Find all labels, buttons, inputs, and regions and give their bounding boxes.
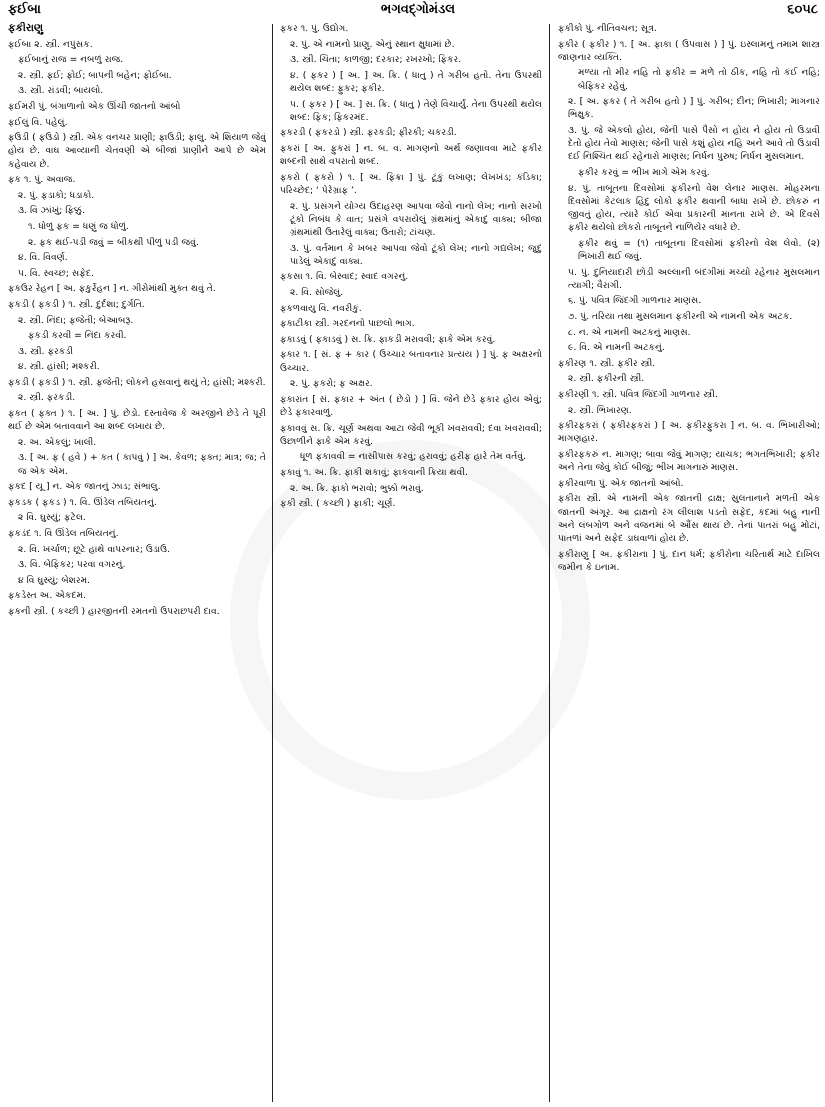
dictionary-entry: ફકીરાણુ [ અ. ફકીરાના ] પું. દાન ધર્મ; ફકીરોના ચરિતાર્થ માટે દાખિલ જમીન કે ઇનામ. [558,548,820,573]
dictionary-sense: ૨. સ્ત્રી. ફકીરની સ્ત્રી. [568,373,645,385]
dictionary-sense: ૨. અ. ક્રિ. ફાકો ભરાવો; ભુક્કો ભરાવું. [290,482,424,494]
dictionary-entry: ફકડેસ્ત અ. એકદમ. [8,590,86,602]
dictionary-entry: ફકીરવાળા પું. એક જાતનો આંબો. [558,477,684,489]
dictionary-sense: ૨. ફક થઈ-પડી જવું = બીકથી પીળું પડી જવું. [28,236,199,248]
dictionary-entry: ફકડક ( ફકડ ) ૧. વિ. ઊંડેલ તબિયતનું. [8,496,157,508]
dictionary-sense: ૨. સ્ત્રી. ભિખારણ. [568,404,632,416]
dictionary-entry: ફકારાંત [ સં. ફકાર + અંત ( છેડો ) ] વિ. જેને છેડે ફકાર હોય એવું; છેડે ફકારવાળું. [280,393,542,418]
dictionary-sense: ૩. વિ. બેફિકર; પરવા વગરનું. [18,559,126,571]
dictionary-sense: ૩. સ્ત્રી. રાંડવી; બાયલો. [18,85,104,97]
dictionary-entry: ફકીરફકરું ન. માગણ; બાવા જેવું માગણ; યાચક; ભગતભિખારી; ફકીર અને તેના જેવું કોઈ બીજું; ભીખ માગનારું માણસ. [558,448,820,474]
dictionary-entry: ફકર ૧. પું. ઉદ્યોગ. [280,23,349,34]
dictionary-entry: ફકઉર રેહન [ અ. ફકુર્રેહન ] ન. ગીરોમાંથી મુક્ત થવું તે. [8,283,216,295]
dictionary-sense: ૮. ન. એ નામની અટકનું માણસ. [568,326,691,338]
dictionary-sense: ૨. સ્ત્રી. ફરકડી. [18,392,76,404]
dictionary-columns [8,22,820,1104]
dictionary-entry: ફકીરફકરાં ( ફકીરફકરાં ) [ અ. ફકીરફુકરા ] ન. બ. વ. ભિખારીઓ; માગણહાર. [558,420,820,445]
dictionary-entry: ફકસા ૧. વિ. બેસ્વાદ; સ્વાદ વગરનું. [280,271,409,283]
dictionary-sense: ૩. વિ ઝાંખું; ફિક્કું. [18,205,85,217]
dictionary-entry: ફકીર ( ફકીર ) ૧. [ અ. ફાકા ( ઉપવાસ ) ] પું. ઇસ્લામનું તમામ શાસ્ત્ર જાણનાર વ્યક્તિ. [558,38,820,63]
dictionary-sense: ૯. વિ. એ નામની અટકનું. [568,342,665,354]
dictionary-entry: ફક ૧. પું. અવાજ. [8,174,76,186]
dictionary-sense: ૨ વિ. ઘુસ્યું; ફટેલ. [18,512,86,524]
dictionary-sense: ૫. પું. દુનિયાદારી છોડી અલ્લાની બંદગીમાં મચ્યો રહેનાર મુસલમાન ત્યાગી; વૈરાગી. [568,266,820,291]
dictionary-sense: ૩. પું. વર્તમાન કે ખબર આપવા જેવો ટૂંકો લેખ; નાનો ગદ્યલેખ; જુદું પાડેલું એકાદું વાક્ય. [290,242,542,267]
dictionary-entry: ફકડી ( ફકડી ) ૧. સ્ત્રી. દુર્દશા; દુર્ગતિ. [8,298,145,310]
dictionary-entry: ફઈબા ૨. સ્ત્રી. નપુંસક. [8,38,93,50]
dictionary-entry: ફકાડવું ( ફકાડવું ) સ. ક્રિ. ફાકડી મરાવવી; ફાકે એમ કરવું. [280,333,496,345]
dictionary-sense: ૨. પું. પ્રસંગને યોગ્ય ઉદાહરણ આપવા જેવો નાનો લેખ; નાનો સરખો ટૂંકો નિબંધ કે વાત; પ્રસંગે વપરાયેલું ગ્રંથમાંનું એકાદું વાક્ય; બીજા ગ્રંથમાંથી ઉતારેલું વાક્ય; ઉતારો; ટાંચણ. [290,200,542,238]
dictionary-entry: ફકાવવું સ. ક્રિ. ચૂર્ણ અથવા આટા જેવી ભૂકી ખવરાવવી; દવા ખવરાવવી; ઉછાળીને ફાકે એમ કરવું. [280,422,542,447]
dictionary-sense: ૨. વિ. સોજેલું. [290,286,344,298]
dictionary-sense: ૭. પું. તરિયા તથા મુસલમાન ફકીરની એ નામની એક અટક. [568,310,793,322]
dictionary-sense: મળ્યા તો મીર નહિ તો ફકીર = મળે તો ઠીક, નહિ તો કંઈ નહિ; બેફિકર રહેવું. [578,67,820,92]
dictionary-sense: ફકીર કરવું = ભીખ માગે એમ કરવું. [578,166,710,178]
header-page-number: ૬૦૫૮ [787,2,818,17]
dictionary-sense: ૪. પું. તાબૂતના દિવસોમાં ફકીરનો વેશ લેનાર માણસ. મોહરમના દિવસોમાં કેટલાક હિંદુ લોકો ફકીર થવાની બાધા રાખે છે. છોકરું ન જીવતું હોય, ત્યારે કોઈ એવા પ્રકારની માનતા રાખે છે. એ દિવસે ફકીર થયેલો છોકરો તાબૂતને નાળિયેર વધારે છે. [568,182,820,234]
dictionary-entry: ફકરાં [ અ. ફુકરાં ] ન. બ. વ. માગણનો અર્થ જણાવવા માટે ફકીર શબ્દની સાથે વપરાતો શબ્દ. [280,142,542,168]
dictionary-sense: ૬. પું. પવિત્ર જિંદગી ગાળનાર માણસ. [568,295,702,307]
dictionary-sense: ૩. [ અ. ફ ( હવે ) + કત ( કાપવું ) ] અ. કેવળ; ફક્ત; માત્ર; જ; તે જ એક એમ. [18,452,266,477]
page-header [8,2,818,22]
dictionary-entry: ફકની સ્ત્રી. ( કચ્છી ) હારજીતની રમતનો ઉપરાછપરી દાવ. [8,606,220,617]
dictionary-entry: ફઉડી ( ફઉડો ) સ્ત્રી. એક વનચર પ્રાણી; ફાઉડી; ફાલુ. એ શિયાળ જેવું હોય છે. વાઘ આવ્યાની ચેતવણી એ બીજાં પ્રાણીને આપે છે એમ કહેવાય છે. [8,132,266,170]
dictionary-entry: ફકદ [ યૂ ] ન. એક જાતનું ઝાડ; સંભાલુ. [8,481,161,493]
column-1 [8,22,266,1104]
dictionary-sense: ૨. [ અ. ફકર ( તે ગરીબ હતો ) ] પું. ગરીબ; દીન; ભિખારી; માગનાર ભિક્ષુક. [568,96,820,121]
dictionary-sense: ૧. ધોળું ફક = ધણું જ ધોળું. [28,220,129,232]
dictionary-sense: ધૂળ ફકાવવી = નાસીપાસ કરવું; હરાવવું; હરીફ હારે તેમ વર્તવું. [300,451,527,463]
dictionary-sense: ૪. ( ફકર ) [ અ. ] અ. ક્રિ. ( ધાતુ ) તે ગરીબ હતો. તેના ઉપરથી થયેલ શબ્દ: ફુકર; ફકીર. [290,69,542,94]
dictionary-sense: ૪ વિ ઘુસ્યું; બેશરમ. [18,574,91,586]
dictionary-sense: ફકડી કરવી = નિંદા કરવી. [28,330,127,342]
dictionary-entry: ફકીરણ ૧. સ્ત્રી. ફકીર સ્ત્રી. [558,357,656,369]
dictionary-entry: ફકડી ( ફકડી ) ૧. સ્ત્રી. ફજેતી; લોકને હસવાનું થયું તે; હાંસી; મશ્કરી. [8,376,266,388]
dictionary-sense: ૩. સ્ત્રી. ફરકડી [18,345,73,357]
dictionary-sense: ૪. સ્ત્રી. હાંસી; મશ્કરી. [18,361,100,373]
dictionary-sense: ૩. પું. જે એકલો હોય, જેની પાસે પૈસો ન હોય ને હોય તો ઉડાવી દેતો હોય તેવો માણસ; જેની પાસે કશું હોય નહિ અને આવે તો ઉડાવી દઈ નિશ્ચિંત થઈ રહેનારો માણસ; નિર્ધન પુરુષ; નિર્ધન મુસલમાન. [568,124,820,163]
dictionary-sense: ૨. પું. ફડાકો; ધડાકો. [18,189,95,201]
dictionary-sense: ૨. પું. ફકરો; ફ અક્ષર. [290,378,373,390]
dictionary-entry: ફકળવાયુ વિ. નવરીકું. [280,302,362,314]
header-left-subword: ફકીરાણુ [8,22,44,34]
dictionary-sense: ૪. વિ. વિવર્ણ. [18,252,68,264]
dictionary-entry: ફઈમરી પું. બંગાળાનો એક ઊંચી જાતનો આંબો [8,100,181,112]
column-divider [272,24,273,1102]
header-book-title: ભગવદ્ગોમંડલ [380,2,456,17]
dictionary-entry: ફકી સ્ત્રી. ( કચ્છી ) ફાકી; ચૂર્ણ. [280,498,396,510]
dictionary-sense: ૫. વિ. સ્વચ્છ; સફેદ. [18,267,94,279]
dictionary-sense: ૨. સ્ત્રી. નિંદા; ફજેતી; બેઆબરૂ. [18,314,134,326]
dictionary-entry: ફકત ( ફક્ત ) ૧. [ અ. ] પું. છેડો. દસ્તાવેજ કે અરજીને છેડે તે પૂરી થઈ છે એમ બતાવવાને આ શબ્દ લખાય છે. [8,408,266,433]
dictionary-entry: ફકીકો પું. નીતિવચન; સૂત્ર. [558,23,657,34]
dictionary-entry: ફકીરા સ્ત્રી. એ નામની એક જાતની દ્રાક્ષ; સુલતાનાને મળતી એક જાતની અંગૂર. આ દ્રાક્ષનો રંગ લીલાશ પડતો સફેદ, કદમાં બહુ નાની અને લંબગોળ અને વજનમાં બે ઔંસ થાય છે. તેનાં પાતરાં બહુ મોટાં, પાતળાં અને સફેદ ડાઘવાળાં હોય છે. [558,493,820,544]
dictionary-entry: ફકાટીકા સ્ત્રી. ગરદનનો પાછલો ભાગ. [280,318,415,330]
dictionary-sense: ૨. સ્ત્રી. ફઈ; ફોઈ; બાપની બહેન; ફોઈબા. [18,69,172,81]
dictionary-sense: ફઈબાનું રાજ = નબળું રાજ. [18,54,124,66]
dictionary-sense: ૫. ( ફકર ) [ અ. ] સ. ક્રિ. ( ધાતુ ) તેણે વિચાર્યું. તેના ઉપરથી થયેલ શબ્દ: ફિક; ફિકરમંદ. [290,98,542,123]
dictionary-entry: ફકીરણી ૧. સ્ત્રી. પવિત્ર જિંદગી ગાળનાર સ્ત્રી. [558,388,718,400]
dictionary-sense: ૩. સ્ત્રી. ચિંતા; કાળજી; દરકાર; રખરખો; ફિકર. [290,54,462,66]
header-left-guideword: ફઈબા [8,2,41,17]
dictionary-entry: ફઈલું વિ. પહેલું. [8,116,68,128]
column-2 [280,22,542,1104]
dictionary-entry: ફકાર ૧. [ સં. ફ + કાર ( ઉચ્ચાર બતાવનાર પ્રત્યય ) ] પું. ફ અક્ષરનો ઉચ્ચાર. [280,349,542,374]
dictionary-sense: ૨. પું. એ નામનો પ્રાણુ. એનું સ્થાન ક્ષુધામાં છે. [290,38,455,50]
dictionary-entry: ફકાવું ૧. અ. ક્રિ. ફાકી શકાવું; ફાકવાની ક્રિયા થવી. [280,466,468,478]
dictionary-sense: ફકીર થવું = (૧) તાબૂતના દિવસોમાં ફકીરનો વેશ લેવો. (૨) ભિખારી થઈ જવું. [578,237,820,262]
dictionary-entry: ફકડંદ ૧. વિ ઊંડેલ તબિયતનું. [8,528,119,540]
dictionary-sense: ૨. વિ. ખર્ચાળ; છૂટે હાથે વાપરનાર; ઉડાઉ. [18,543,170,555]
column-divider [549,24,550,1102]
dictionary-entry: ફકરડી ( ફકરડો ) સ્ત્રી. ફરકડી; ફીરકી; ચકરડી. [280,127,457,139]
column-3 [558,22,820,1104]
dictionary-sense: ૨. અ. એકલું; ખાલી. [18,436,97,448]
dictionary-entry: ફકરો ( ફકરો ) ૧. [ અ. ફિક્રા ] પું. ટૂંકું લખાણ; લેખખંડ; કંડિકા; પરિચ્છેદ; ‘ પેરેગ્રાફ ’. [280,171,542,196]
